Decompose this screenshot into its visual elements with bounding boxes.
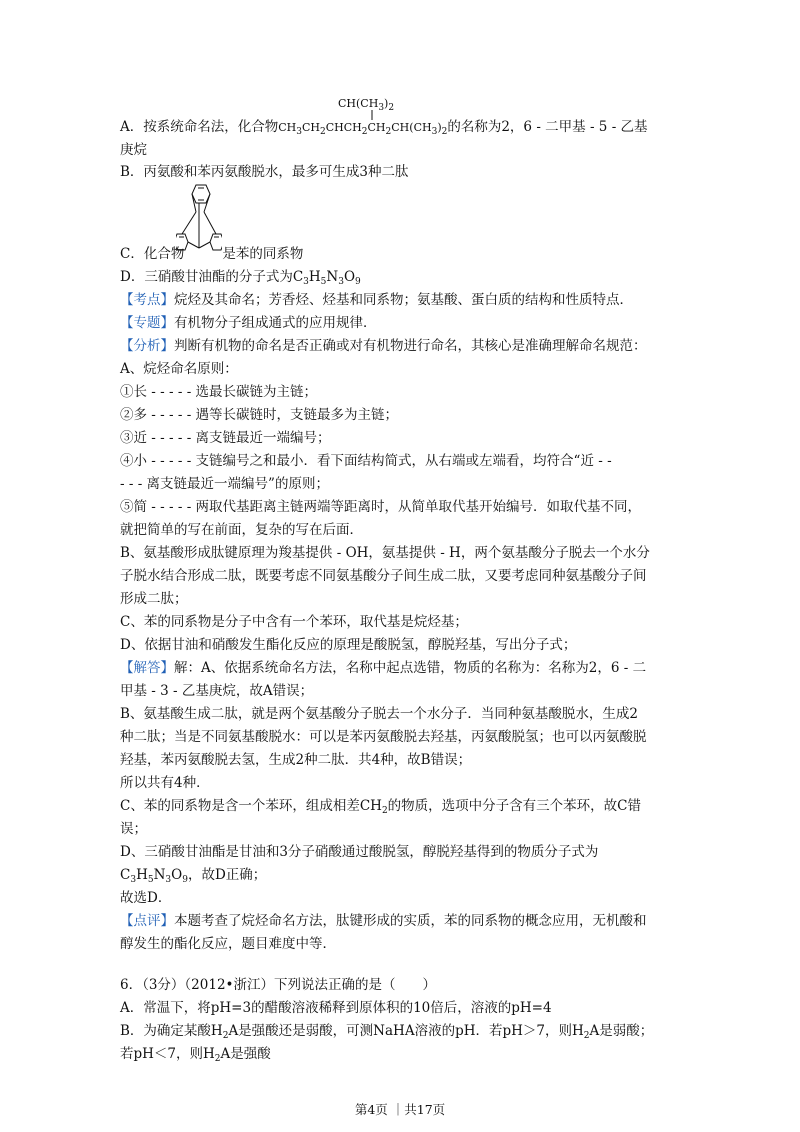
analysis-line: B、氨基酸形成肽键原理为羧基提供 - OH，氨基提供 - H，两个氨基酸分子脱去一个水分 xyxy=(120,545,650,561)
fenxi-line: 【分析】判断有机物的命名是否正确或对有机物进行命名，其核心是准确理解命名规范： xyxy=(120,338,647,354)
formula-main: $CH_3CH_2CHCH_2CH_2CH(CH_3)_2$ xyxy=(278,121,448,137)
question-6-option-b: B．为确定某酸$H_2A$是强酸还是弱酸，可测NaHA溶液的pH．若pH＞7，则$H_2A$是弱酸； xyxy=(120,1023,654,1041)
answer-choice: 故选D． xyxy=(120,890,172,906)
answer-c-cont: 误； xyxy=(120,821,147,837)
zhuanti-tag: 【专题】 xyxy=(120,315,174,331)
kaodian-tag: 【考点】 xyxy=(120,292,174,308)
page-footer: 第4页 ｜共17页 xyxy=(354,1102,446,1117)
formula-branch: $CH(CH_3)_2$ xyxy=(338,97,395,113)
analysis-line: D、依据甘油和硝酸发生酯化反应的原理是酸脱氢，醇脱羟基，写出分子式； xyxy=(120,637,577,653)
analysis-line: ②多 - - - - - 遇等长碳链时，支链最多为主链； xyxy=(120,407,399,423)
option-d: D．三硝酸甘油酯的分子式为$C_3H_5N_3O_9$ xyxy=(120,269,361,287)
analysis-line: A、烷烃命名原则： xyxy=(120,361,238,377)
analysis-line: - - - 离支链最近一端编号”的原则； xyxy=(120,476,329,492)
dianping-cont: 醇发生的酯化反应，题目难度中等． xyxy=(120,936,336,952)
analysis-line: ④小 - - - - - 支链编号之和最小．看下面结构简式，从右端或左端看，均符合“近 - - xyxy=(120,453,612,469)
analysis-line: ③近 - - - - - 离支链最近一端编号； xyxy=(120,430,331,446)
answer-line: 种二肽；当是不同氨基酸脱水：可以是苯丙氨酸脱去羟基，丙氨酸脱氢；也可以丙氨酸脱 xyxy=(120,729,647,745)
question-6-title: 6．（3分）（2012•浙江）下列说法正确的是（ ） xyxy=(120,977,436,993)
question-6-option-b-cont: 若pH＜7，则$H_2A$是强酸 xyxy=(120,1046,271,1064)
dianping-tag: 【点评】 xyxy=(120,913,174,929)
dianping-line: 【点评】本题考查了烷烃命名方法，肽键形成的实质，苯的同系物的概念应用，无机酸和 xyxy=(120,913,647,929)
answer-c-line: C、苯的同系物是含一个苯环，组成相差$CH_2$的物质，选项中分子含有三个苯环，故C错 xyxy=(120,798,642,816)
question-6-option-a: A．常温下，将pH=3的醋酸溶液稀释到原体积的10倍后，溶液的pH=4 xyxy=(120,1000,552,1016)
zhuanti-line: 【专题】有机物分子组成通式的应用规律． xyxy=(120,315,377,331)
answer-line: 所以共有4种． xyxy=(120,775,210,791)
analysis-line: 就把简单的写在前面，复杂的写在后面． xyxy=(120,522,363,538)
option-a: A．按系统命名法，化合物$CH_3CH_2CHCH_2CH_2CH(CH_3)_2$的名称为2，6 - 二甲基 - 5 - 乙基 xyxy=(120,119,648,137)
answer-line: B、氨基酸生成二肽，就是两个氨基酸分子脱去一个水分子．当同种氨基酸脱水，生成2 xyxy=(120,706,639,722)
option-b: B．丙氨酸和苯丙氨酸脱水，最多可生成3种二肽 xyxy=(120,164,409,180)
analysis-line: C、苯的同系物是分子中含有一个苯环，取代基是烷烃基； xyxy=(120,614,468,630)
answer-d-formula: $C_3H_5N_3O_9$，故D正确； xyxy=(120,867,267,885)
analysis-line: 子脱水结合形成二肽，既要考虑不同氨基酸分子间生成二肽，又要考虑同种氨基酸分子间 xyxy=(120,568,647,584)
option-c: C．化合物 是苯的同系物 xyxy=(120,246,304,262)
analysis-line: ⑤简 - - - - - 两取代基距离主链两端等距离时，从简单取代基开始编号．如取代基不同， xyxy=(120,499,642,515)
answer-line: 甲基 - 3 - 乙基庚烷，故A错误； xyxy=(120,683,314,699)
kaodian-line: 【考点】烷烃及其命名；芳香烃、烃基和同系物；氨基酸、蛋白质的结构和性质特点． xyxy=(120,292,633,308)
answer-d-line: D、三硝酸甘油酯是甘油和3分子硝酸通过酸脱氢，醇脱羟基得到的物质分子式为 xyxy=(120,844,599,860)
analysis-line: 形成二肽； xyxy=(120,591,188,607)
option-a-cont: 庚烷 xyxy=(120,142,147,158)
analysis-line: ①长 - - - - - 选最长碳链为主链； xyxy=(120,384,318,400)
jieda-line: 【解答】解：A、依据系统命名方法，名称中起点选错，物质的名称为：名称为2，6 - 二 xyxy=(120,660,647,676)
answer-line: 羟基，苯丙氨酸脱去氢，生成2种二肽．共4种，故B错误； xyxy=(120,752,472,768)
jieda-tag: 【解答】 xyxy=(120,660,174,676)
fenxi-tag: 【分析】 xyxy=(120,338,174,354)
